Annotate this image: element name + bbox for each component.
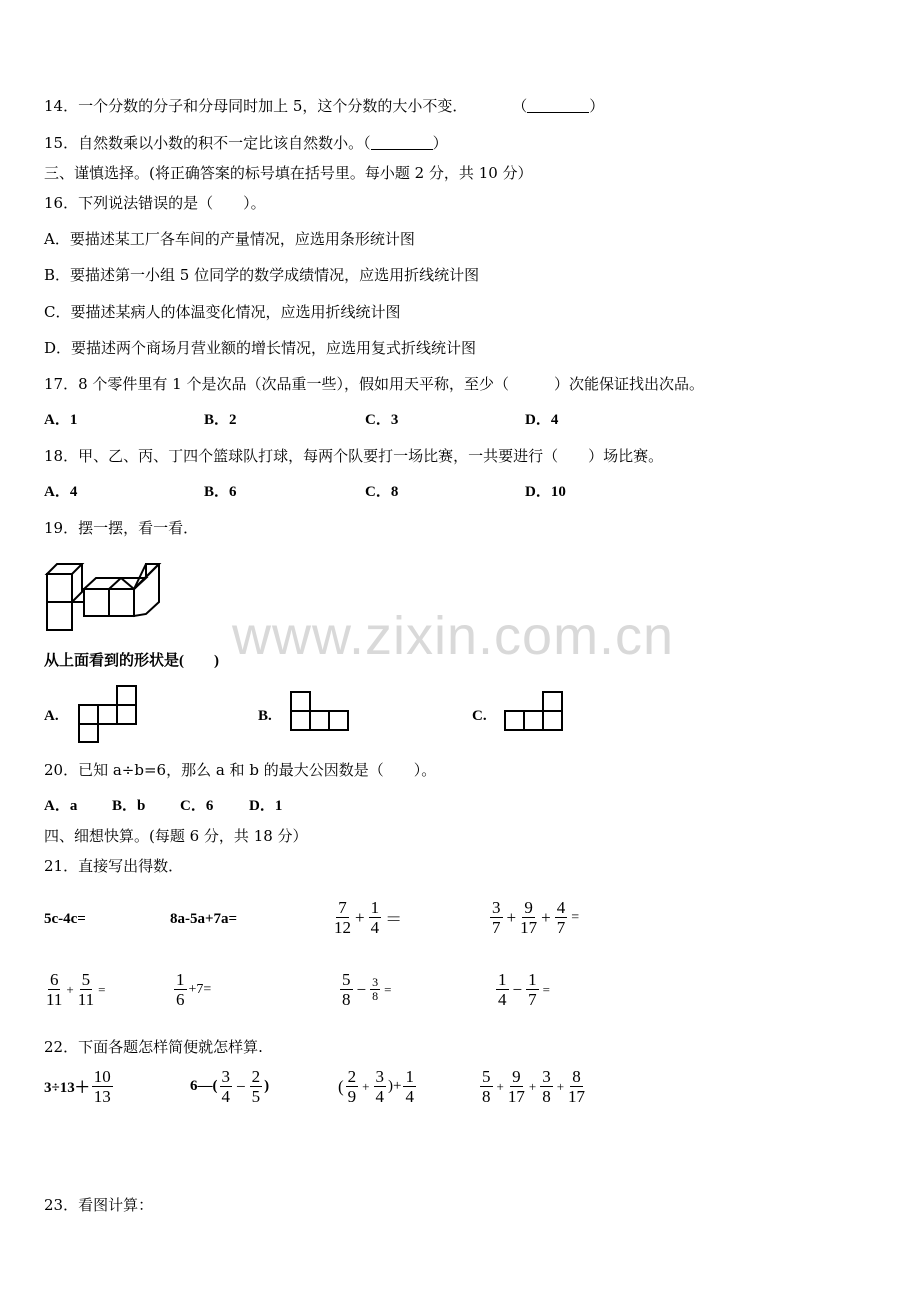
q20-option-d[interactable]: D．1	[249, 798, 283, 814]
q17-option-d[interactable]: D．4	[525, 412, 559, 428]
question-19-stem: 19．摆一摆，看一看．	[44, 519, 199, 537]
cube-arrangement-figure	[44, 562, 166, 634]
question-16-stem: 16．下列说法错误的是（ ）。	[44, 194, 266, 212]
q17-option-b[interactable]: B．2	[204, 412, 237, 428]
q20-option-a[interactable]: A．a	[44, 798, 78, 814]
question-22-stem: 22．下面各题怎样简便就怎样算.	[44, 1038, 263, 1056]
q16-option-a[interactable]: A．要描述某工厂各车间的产量情况，应选用条形统计图	[44, 230, 415, 248]
q21-expr-5: 6 11 + $\frac{5}{11}$ =	[46, 970, 106, 1009]
q18-option-c[interactable]: C．8	[365, 484, 399, 500]
question-19-prompt: 从上面看到的形状是( )	[44, 653, 219, 669]
q19-option-a-shape[interactable]	[78, 684, 140, 744]
q18-option-b[interactable]: B．6	[204, 484, 237, 500]
q16-option-c[interactable]: C．要描述某病人的体温变化情况，应选用折线统计图	[44, 303, 401, 321]
q20-option-c[interactable]: C．6	[180, 798, 214, 814]
question-21-stem: 21．直接写出得数．	[44, 857, 184, 875]
q19-option-c-label[interactable]: C.	[472, 708, 487, 724]
q17-option-c[interactable]: C．3	[365, 412, 399, 428]
q19-option-a-label[interactable]: A.	[44, 708, 59, 724]
answer-blank[interactable]	[371, 135, 433, 150]
q21-expr-8: 1 4 − $\frac{1}{7}$ =	[498, 970, 550, 1009]
q21-expr-1: 5c-4c=	[44, 911, 86, 927]
section-4-heading: 四、细想快算。(每题 6 分，共 18 分）	[44, 827, 308, 845]
q22-expr-4: 5 8 + $\frac{9}{17}$ + $\frac{3}{8}$ + $\frac{8}{17}$	[482, 1067, 586, 1106]
q17-option-a[interactable]: A．1	[44, 412, 78, 428]
watermark: www.zixin.com.cn	[232, 606, 675, 666]
question-18-stem: 18．甲、乙、丙、丁四个篮球队打球，每两个队要打一场比赛，一共要进行（ ）场比赛。	[44, 447, 664, 465]
q21-expr-7: 5 8 − $\frac{3}{8}$ =	[342, 970, 392, 1009]
question-20-stem: 20．已知 a÷b=6，那么 a 和 b 的最大公因数是（ ）。	[44, 761, 437, 779]
q21-expr-3: 7 12 + $\frac{1}{4}$ ＝	[334, 898, 403, 937]
q22-expr-2: 6—( 3 4 − $\frac{2}{5}$ )	[190, 1067, 270, 1106]
q22-expr-1: 3÷13＋ 10 13	[44, 1067, 111, 1106]
question-23-stem: 23．看图计算：	[44, 1196, 154, 1214]
q19-option-b-label[interactable]: B.	[258, 708, 272, 724]
q19-option-b-shape[interactable]	[289, 690, 351, 733]
section-3-heading: 三、谨慎选择。(将正确答案的标号填在括号里。每小题 2 分，共 10 分）	[44, 164, 533, 182]
q18-option-d[interactable]: D．10	[525, 484, 566, 500]
q20-option-b[interactable]: B．b	[112, 798, 146, 814]
question-15: 15．自然数乘以小数的积不一定比该自然数小。（ ）	[44, 134, 448, 152]
q19-option-c-shape[interactable]	[502, 690, 566, 733]
question-14: 14．一个分数的分子和分母同时加上 5，这个分数的大小不变． （ ）	[44, 97, 605, 115]
q16-option-d[interactable]: D．要描述两个商场月营业额的增长情况，应选用复式折线统计图	[44, 339, 477, 357]
q16-option-b[interactable]: B．要描述第一小组 5 位同学的数学成绩情况，应选用折线统计图	[44, 266, 480, 284]
answer-blank[interactable]	[527, 98, 589, 113]
q21-expr-2: 8a-5a+7a=	[170, 911, 238, 927]
question-17-stem: 17．8 个零件里有 1 个是次品（次品重一些），假如用天平称，至少（ ）次能保证找出次品。	[44, 375, 704, 393]
q22-expr-3: ( 2 9 + $\frac{3}{4}$ )+ $\frac{1}{4}$	[338, 1067, 414, 1106]
q21-expr-4: 3 7 + $\frac{9}{17}$ + $\frac{4}{7}$ =	[492, 898, 580, 937]
q21-expr-6: 1 6 +7=	[176, 970, 212, 1009]
q18-option-a[interactable]: A．4	[44, 484, 78, 500]
